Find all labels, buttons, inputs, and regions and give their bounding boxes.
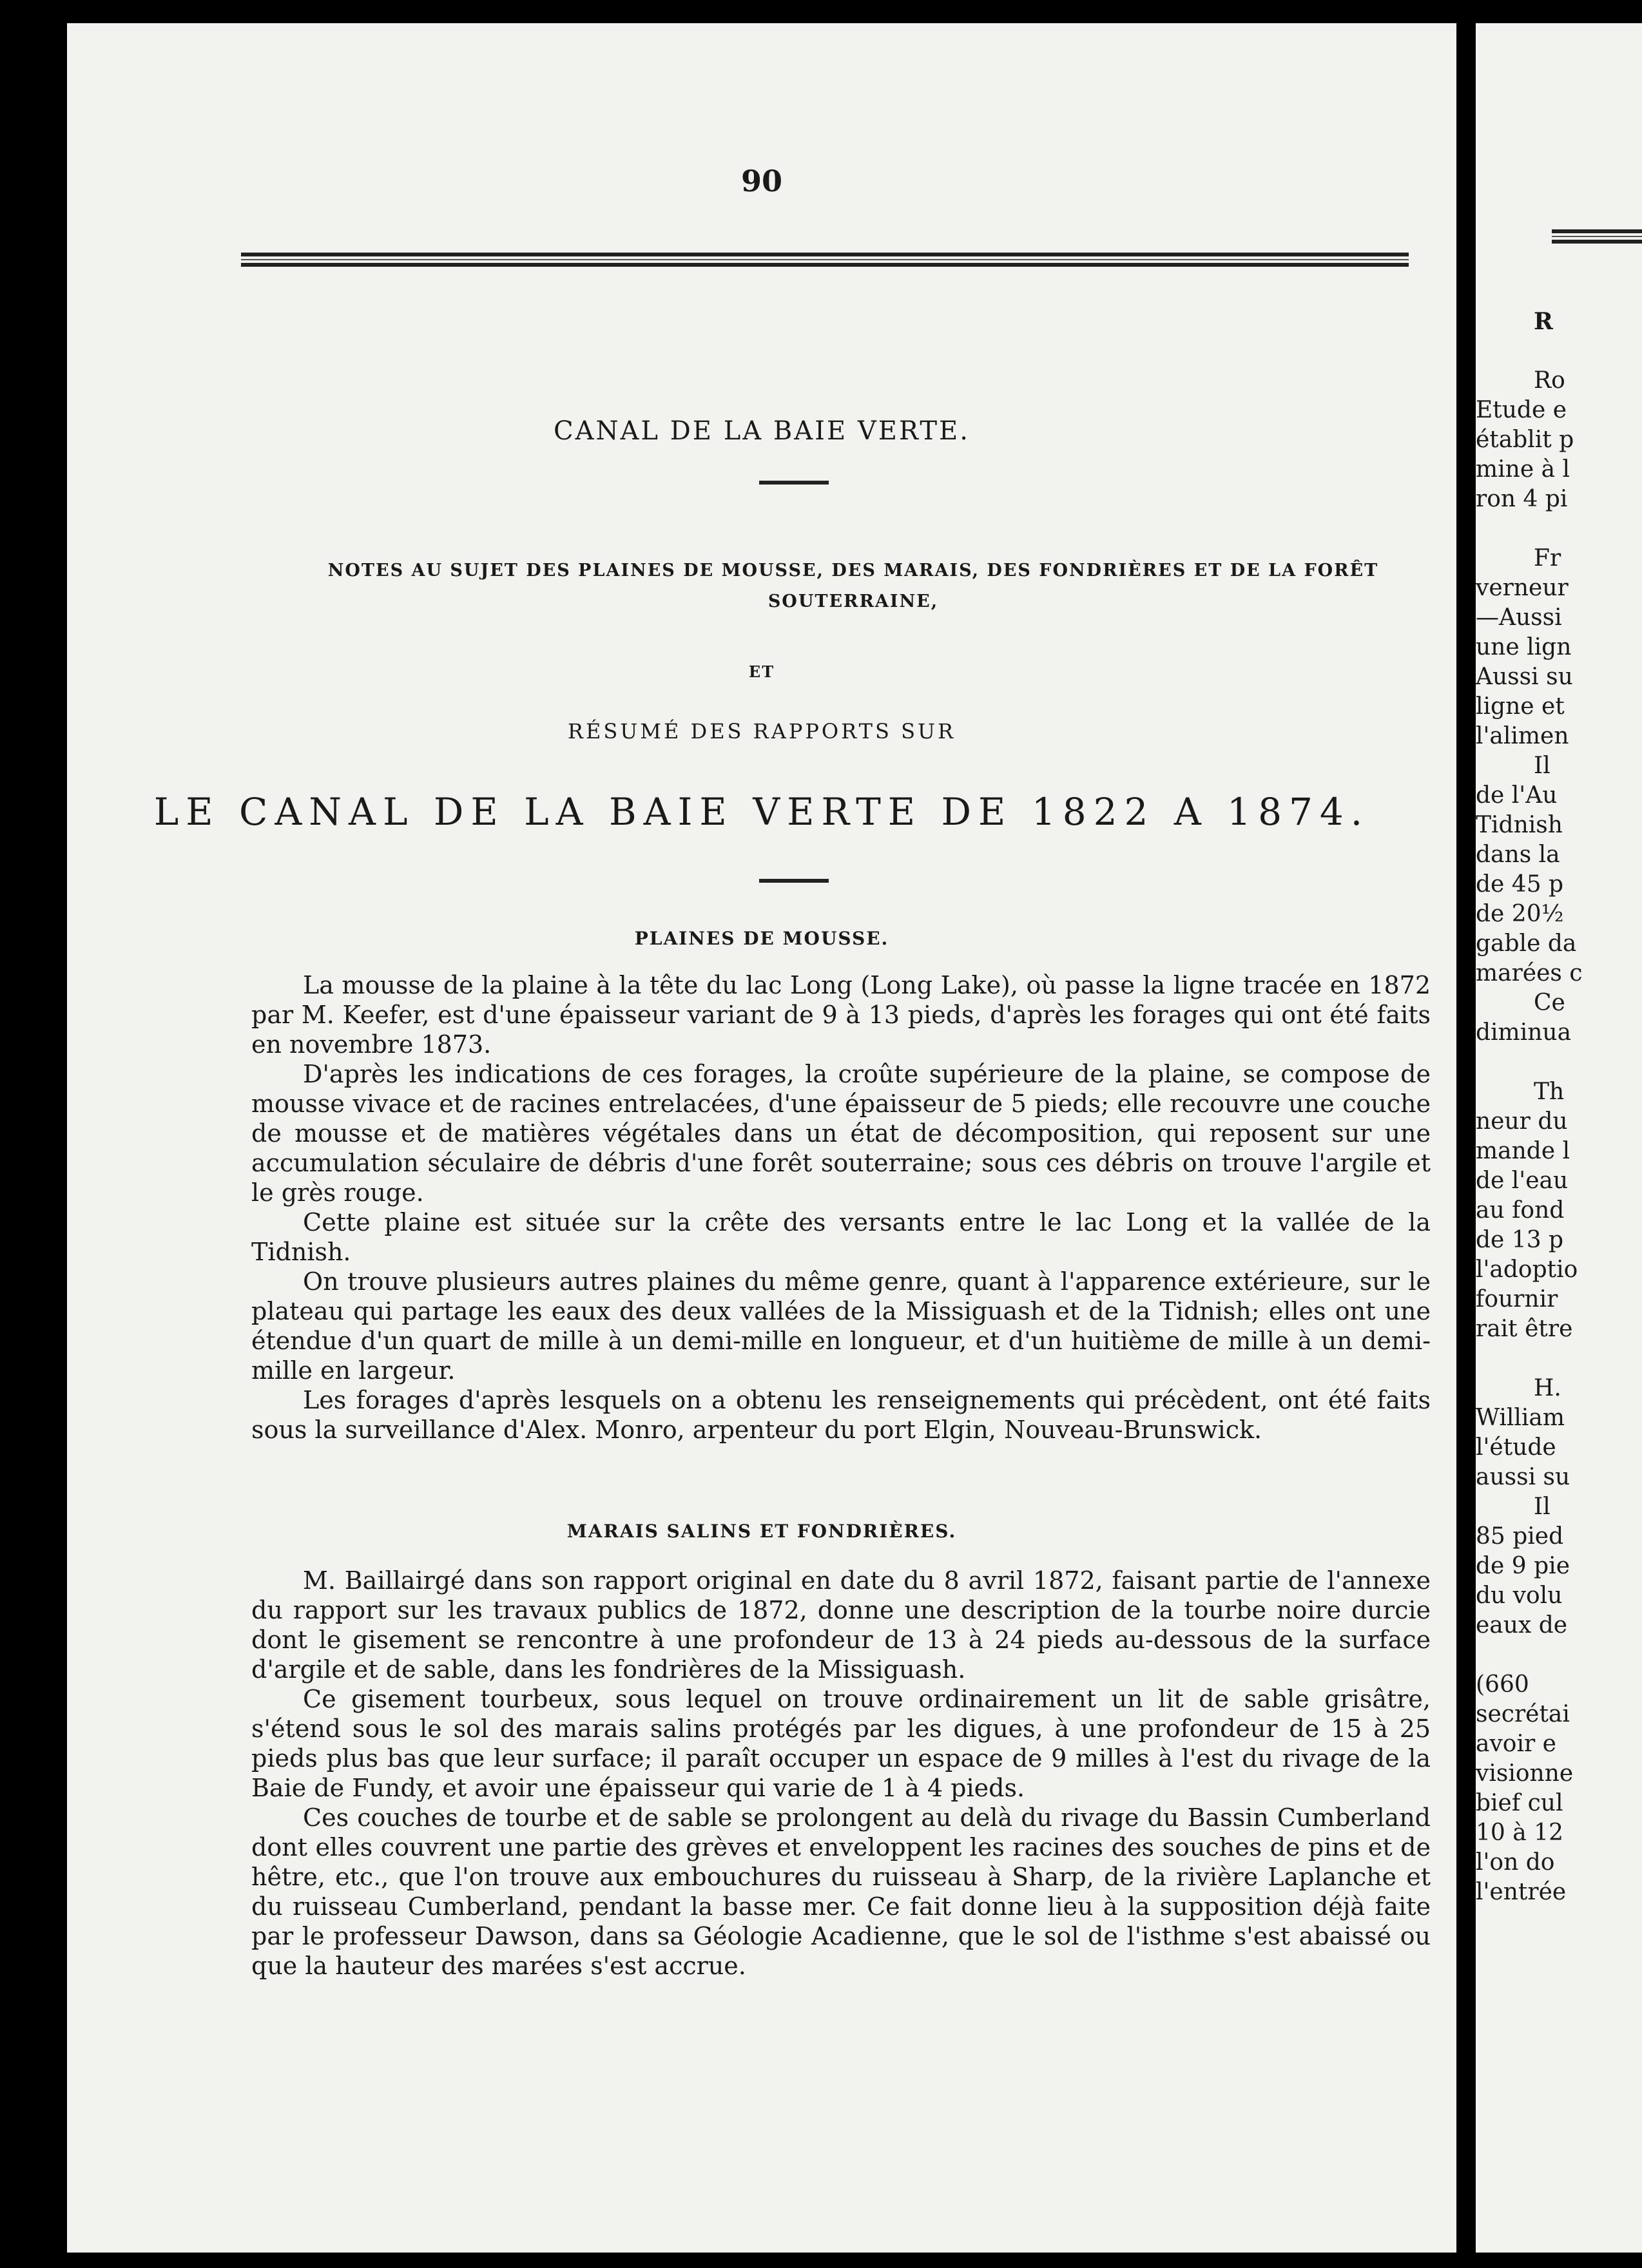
adjacent-line: du volu <box>1476 1582 1563 1609</box>
paragraph: M. Baillairgé dans son rapport original en date du 8 avril 1872, faisant partie de l'annexe du rapport sur les travaux publics de 1872, donne une description de la tourbe noire durcie dont le gisement se rencontre à une profondeur de 13 à 24 pieds au-dessous de la surface d'argile et de sable, dans les fondrières de la Missiguash. <box>251 1566 1431 1684</box>
adjacent-line: de l'eau <box>1476 1168 1569 1194</box>
section1-heading: PLAINES DE MOUSSE. <box>634 928 889 949</box>
adjacent-line: ligne et <box>1476 693 1565 720</box>
section2-body <box>251 1566 1431 1981</box>
adjacent-line: aussi su <box>1476 1464 1570 1490</box>
adjacent-lines <box>1476 307 1637 1907</box>
adjacent-line: bief cul <box>1476 1790 1563 1816</box>
adjacent-line: William <box>1476 1405 1565 1431</box>
adjacent-line: verneur <box>1476 575 1569 601</box>
adjacent-line: Ce <box>1534 990 1565 1016</box>
adjacent-line: l'adoptio <box>1476 1256 1578 1283</box>
adjacent-line: de 45 p <box>1476 871 1564 898</box>
adjacent-line: Th <box>1534 1079 1565 1105</box>
notes-heading: NOTES AU SUJET DES PLAINES DE MOUSSE, DES MARAIS, DES FONDRIÈRES ET DE LA FORÊT SOUTERRAINE, <box>327 561 1379 611</box>
adjacent-line <box>1476 514 1637 544</box>
section-title: CANAL DE LA BAIE VERTE. <box>554 416 970 446</box>
adjacent-line: Ro <box>1534 367 1565 394</box>
adjacent-line: H. <box>1534 1375 1561 1401</box>
section2-heading: MARAIS SALINS ET FONDRIÈRES. <box>566 1521 957 1542</box>
adjacent-line: Il <box>1534 1494 1550 1520</box>
adjacent-line: 10 à 12 <box>1476 1820 1563 1846</box>
paragraph: Les forages d'après lesquels on a obtenu les renseignements qui précèdent, ont été faits sous la surveillance d'Alex. Monro, arpenteur du port Elgin, Nouveau-Brunswick. <box>251 1386 1431 1444</box>
document-page <box>67 23 1456 2253</box>
main-title-separator <box>759 879 829 883</box>
adjacent-line: Tidnish <box>1476 812 1563 838</box>
adjacent-line: gable da <box>1476 930 1577 957</box>
adjacent-line: secrétai <box>1476 1701 1570 1727</box>
paragraph: Ce gisement tourbeux, sous lequel on trouve ordinairement un lit de sable grisâtre, s'étend sous le sol des marais salins protégés par les digues, à une profondeur de 15 à 25 pieds plus bas que leur surface; il paraît occuper un espace de 9 milles à l'est du rivage de la Baie de Fundy, et avoir une épaisseur qui varie de 1 à 4 pieds. <box>251 1685 1431 1802</box>
adjacent-line: établit p <box>1476 427 1574 453</box>
adjacent-page <box>1476 23 1642 2253</box>
adjacent-line: dans la <box>1476 841 1560 868</box>
adjacent-line: mande l <box>1476 1138 1570 1164</box>
adjacent-line: l'on do <box>1476 1849 1555 1876</box>
page-number: 90 <box>740 164 782 198</box>
title-separator <box>759 481 829 485</box>
adjacent-line: (660 <box>1476 1671 1529 1698</box>
adjacent-line: —Aussi <box>1476 604 1562 631</box>
paragraph: Ces couches de tourbe et de sable se prolongent au delà du rivage du Bassin Cumberland dont elles couvrent une partie des grèves et enveloppent les racines des souches de pins et de hêtre, etc., que l'on trouve aux embouchures du ruisseau à Sharp, de la rivière Laplanche et du ruisseau Cumberland, pendant la basse mer. Ce fait donne lieu à la supposition déjà faite par le professeur Dawson, dans sa Géologie Acadienne, que le sol de l'isthme s'est abaissé ou que la hauteur des marées s'est accrue. <box>251 1803 1431 1980</box>
header-rule <box>241 253 1409 267</box>
adjacent-line <box>1476 336 1637 366</box>
adjacent-line: l'entrée <box>1476 1879 1567 1905</box>
adjacent-line: Etude e <box>1476 397 1567 423</box>
adjacent-line: de l'Au <box>1476 782 1558 809</box>
adjacent-line: mine à l <box>1476 456 1570 483</box>
adjacent-line: une lign <box>1476 634 1572 660</box>
adjacent-line: fournir <box>1476 1286 1558 1312</box>
adjacent-line: avoir e <box>1476 1731 1556 1757</box>
adjacent-line: Aussi su <box>1476 664 1573 690</box>
paragraph: D'après les indications de ces forages, la croûte supérieure de la plaine, se compose de mousse vivace et de racines entrelacées, d'une épaisseur de 5 pieds; elle recouvre une couche de mousse et de matières végétales dans un état de décomposition, qui reposent sur une accumulation séculaire de débris d'une forêt souterraine; sous ces débris on trouve l'argile et le grès rouge. <box>251 1060 1431 1207</box>
paragraph: Cette plaine est située sur la crête des versants entre le lac Long et la vallée de la Tidnish. <box>251 1208 1431 1266</box>
adjacent-line <box>1476 1048 1637 1077</box>
adjacent-line: de 13 p <box>1476 1227 1564 1253</box>
section1-body <box>251 970 1431 1445</box>
adjacent-header-rule <box>1552 229 1642 244</box>
adjacent-line <box>1476 1344 1637 1374</box>
summary-heading: RÉSUMÉ DES RAPPORTS SUR <box>567 719 956 744</box>
adjacent-line: neur du <box>1476 1108 1568 1135</box>
adjacent-line: l'étude <box>1476 1434 1556 1461</box>
adjacent-line: Fr <box>1534 545 1561 572</box>
conjunction-text: ET <box>748 662 775 681</box>
adjacent-line: au fond <box>1476 1197 1565 1224</box>
adjacent-line: eaux de <box>1476 1612 1568 1639</box>
adjacent-line <box>1476 1640 1637 1670</box>
adjacent-line: R <box>1534 308 1553 335</box>
adjacent-line: Il <box>1534 753 1550 779</box>
adjacent-text-column <box>1476 307 1637 1907</box>
adjacent-line: visionne <box>1476 1760 1574 1787</box>
adjacent-line: 85 pied <box>1476 1523 1564 1550</box>
paragraph: On trouve plusieurs autres plaines du même genre, quant à l'apparence extérieure, sur le plateau qui partage les eaux des deux vallées de la Missiguash et de la Tidnish; elles ont une étendue d'un quart de mille à un demi-mille en longueur, et d'un huitième de mille à un demi-mille en largeur. <box>251 1267 1431 1385</box>
adjacent-line: l'alimen <box>1476 723 1569 749</box>
adjacent-line: de 20½ <box>1476 901 1564 927</box>
adjacent-line: diminua <box>1476 1019 1572 1046</box>
main-title: LE CANAL DE LA BAIE VERTE DE 1822 A 1874. <box>153 790 1370 834</box>
adjacent-line: marées c <box>1476 960 1583 986</box>
adjacent-line: ron 4 pi <box>1476 486 1568 512</box>
paragraph: La mousse de la plaine à la tête du lac Long (Long Lake), où passe la ligne tracée en 1872 par M. Keefer, est d'une épaisseur variant de 9 à 13 pieds, d'après les forages qui ont été faits en novembre 1873. <box>251 971 1431 1059</box>
adjacent-line: rait être <box>1476 1316 1573 1342</box>
adjacent-line: de 9 pie <box>1476 1553 1570 1579</box>
